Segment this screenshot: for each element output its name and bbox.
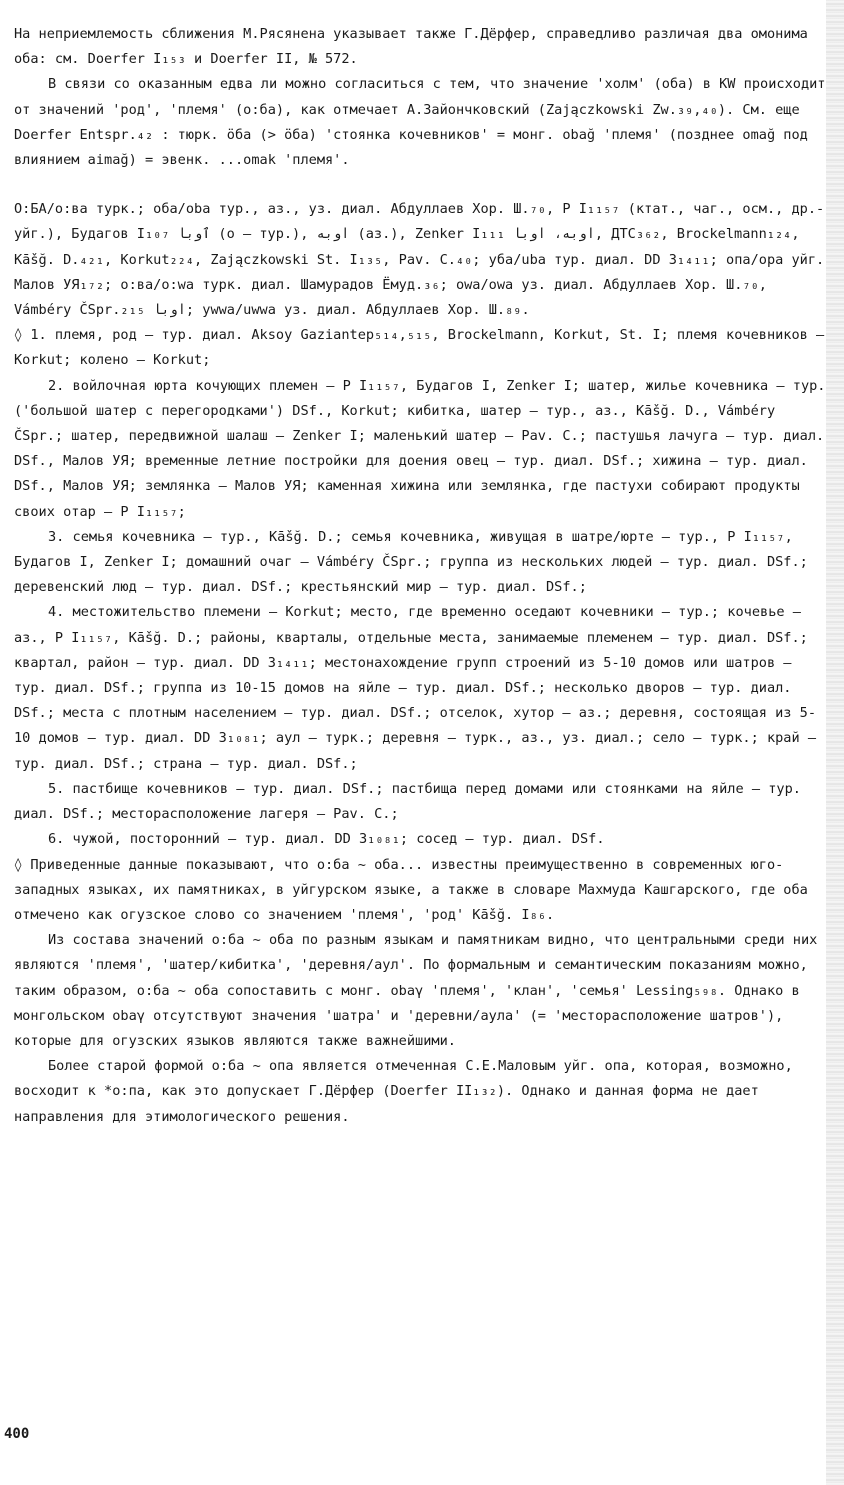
paragraph-gap xyxy=(14,173,830,197)
page-number: 400 xyxy=(4,1426,30,1442)
meaning-4: 4. местожительство племени – Korkut; место, где временно оседают кочевники – тур.; кочевье – аз., Р I₁₁₅₇, Kāšğ. D.; районы, кварталы, отдельные места, занимаемые племенем – тур. диал. DSf.; квартал, район – тур. диал. DD 3₁₄₁₁; местонахождение групп строений из 5-10 домов или шатров – тур. диал. DSf.; группа из 10-15 домов на яйле – тур. диал. DSf.; несколько дворов – тур. диал. DSf.; места с плотным населением – тур. диал. DSf.; отселок, хутор – аз.; деревня, состоящая из 5-10 домов – тур. диал. DD 3₁₀₈₁; аул – турк.; деревня – турк., аз., уз. диал.; село – турк.; край – тур. диал. DSf.; страна – тур. диал. DSf.; xyxy=(14,604,817,772)
meaning-5: 5. пастбище кочевников – тур. диал. DSf.; пастбища перед домами или стоянками на яйле – тур. диал. DSf.; месторасположение лагеря – Pav. C.; xyxy=(14,780,801,823)
body-text xyxy=(14,22,830,1130)
meaning-6: 6. чужой, посторонний – тур. диал. DD 3₁₀₈₁; сосед – тур. диал. DSf. xyxy=(48,831,605,848)
meaning-3: 3. семья кочевника – тур., Kāšğ. D.; семья кочевника, живущая в шатре/юрте – тур., Р I₁₁₅₇, Будагов I, Zenker I; домашний очаг – Vámbéry ČSpr.; группа из нескольких людей – тур. диал. DSf.; деревенский люд – тур. диал. DSf.; крестьянский мир – тур. диал. DSf.; xyxy=(14,528,808,596)
commentary-3: Более старой формой о:ба ~ опа является отмеченная С.Е.Маловым уйг. опа, которая, возможно, восходит к *о:па, как это допускает Г.Дёрфер (Doerfer II₁₃₂). Однако и данная форма не дает направления для этимологического решения. xyxy=(14,1058,793,1125)
paragraph-1: На неприемлемость сближения М.Рясянена указывает также Г.Дёрфер, справедливо различая два омонима оба: см. Doerfer I₁₅₃ и Doerfer II, № 572. xyxy=(14,26,808,68)
paragraph-2: В связи со оказанным едва ли можно согласиться с тем, что значение 'холм' (оба) в KW происходит от значений 'род', 'племя' (о:ба), как отмечает А.Зайончковский (Zajączkowski Zw.₃₉,₄₀). См. еще Doerfer Entspr.₄₂ : тюрк. ӧба (> ӧба) 'стоянка кочевников' = монг. obağ 'племя' (позднее omağ под влиянием aimağ) = эвенк. ...omak 'племя'. xyxy=(14,76,826,169)
entry-heading-paragraph: О:БА/о:ва турк.; оба/оbа тур., аз., уз. диал. Абдуллаев Хор. Ш.₇₀, Р I₁₁₅₇ (ктат., чаг., осм., др.-уйг.), Будагов I₁₀₇ ٱوبا (о – тур.), اوبه (аз.), Zenker I₁₁₁ اوبه، اوبا, ДТС₃₆₂, Brockelmann₁₂₄, Kāšğ. D.₄₂₁, Korkut₂₂₄, Zajączkowski St. I₁₃₅, Pav. C.₄₀; уба/uba тур. диал. DD 3₁₄₁₁; опа/ора уйг. Малов УЯ₁₇₂; о:ва/о:wa турк. диал. Шамурадов Ёмуд.₃₆; оwа/оwа уз. диал. Абдуллаев Хор. Ш.₇₀, Vámbéry ČSpr.₂₁₅ اوبا; уwwа/uwwa уз. диал. Абдуллаев Хор. Ш.₈₉. xyxy=(14,201,825,319)
meaning-1: ◊ 1. племя, род – тур. диал. Aksoy Gaziantep₅₁₄,₅₁₅, Brockelmann, Korkut, St. I; племя кочевников – Korkut; колено – Korkut; xyxy=(14,327,825,369)
commentary-2: Из состава значений о:ба ~ оба по разным языкам и памятникам видно, что центральными среди них являются 'племя', 'шатер/кибитка', 'деревня/аул'. По формальным и семантическим показаниям можно, таким образом, о:ба ~ оба сопоставить с монг. obaγ 'племя', 'клан', 'семья' Lessing₅₉₈. Однако в монгольском obaγ отсутствуют значения 'шатра' и 'деревни/аула' (= 'месторасположение шатров'), которые для огузских языков являются также важнейшими. xyxy=(14,932,818,1049)
commentary-1: ◊ Приведенные данные показывают, что о:ба ~ оба... известны преимущественно в современных юго-западных языках, их памятниках, в уйгурском языке, а также в словаре Махмуда Кашгарского, где оба отмечено как огузское слово со значением 'племя', 'род' Kāšğ. I₈₆. xyxy=(14,856,808,923)
meaning-2: 2. войлочная юрта кочующих племен – Р I₁₁₅₇, Будагов I, Zenker I; шатер, жилье кочевника – тур. ('большой шатер с перегородками') DSf., Korkut; кибитка, шатер – тур., аз., Kāšğ. D., Vámbéry ČSpr.; шатер, передвижной шалаш – Zenker I; маленький шатер – Pav. C.; пастушья лачуга – тур. диал. DSf., Малов УЯ; временные летние постройки для доения овец – тур. диал. DSf.; хижина – тур. диал. DSf., Малов УЯ; землянка – Малов УЯ; каменная хижина или землянка, где пастухи собирают продукты своих отар – Р I₁₁₅₇; xyxy=(14,377,826,520)
